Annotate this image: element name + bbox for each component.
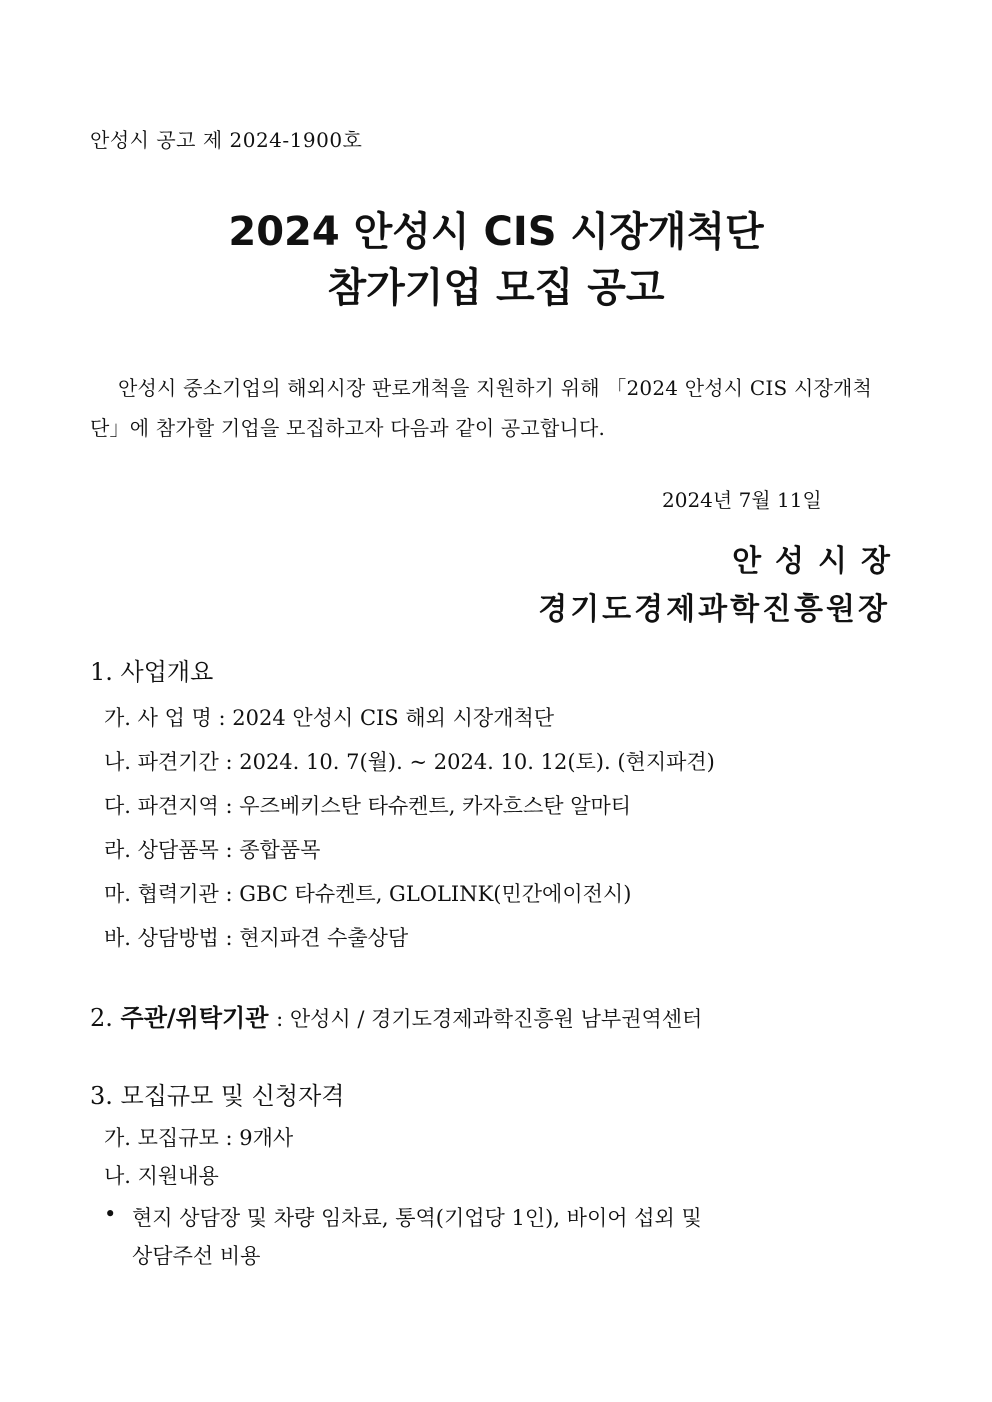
item-value: 종합품목	[239, 838, 321, 862]
item-label: 마. 협력기관 :	[104, 882, 233, 906]
signatory-institute: 경기도경제과학진흥원장	[538, 592, 890, 627]
section1-item-project-name	[104, 702, 554, 732]
item-value: 우즈베키스탄 타슈켄트, 카자흐스탄 알마티	[239, 794, 632, 818]
item-label: 나. 파견기간 :	[104, 750, 233, 774]
section2-value: : 안성시 / 경기도경제과학진흥원 남부권역센터	[276, 1007, 703, 1031]
section2-number: 2.	[90, 1004, 113, 1032]
section1-item-partners	[104, 878, 631, 908]
intro-paragraph: 안성시 중소기업의 해외시장 판로개척을 지원하기 위해 「2024 안성시 CIS 시장개척단」에 참가할 기업을 모집하고자 다음과 같이 공고합니다.	[90, 376, 873, 440]
item-label: 라. 상담품목 :	[104, 838, 233, 862]
item-label: 바. 상담방법 :	[104, 926, 233, 950]
section3-item-support: 나. 지원내용	[104, 1164, 219, 1188]
signatory-mayor: 안성시장	[732, 544, 904, 579]
item-value: 2024 안성시 CIS 해외 시장개척단	[232, 706, 555, 730]
item-value: 2024. 10. 7(월). ~ 2024. 10. 12(토). (현지파견)	[239, 750, 715, 774]
section1-item-region	[104, 790, 631, 820]
section2-title: 주관/위탁기관	[120, 1004, 269, 1032]
section1-heading: 1. 사업개요	[90, 658, 214, 686]
item-label: 다. 파견지역 :	[104, 794, 233, 818]
support-bullet-line1: 현지 상담장 및 차량 임차료, 통역(기업당 1인), 바이어 섭외 및	[132, 1206, 702, 1230]
section3-heading: 3. 모집규모 및 신청자격	[90, 1082, 345, 1110]
support-bullet-icon: •	[104, 1202, 117, 1226]
announcement-date: 2024년 7월 11일	[662, 488, 822, 512]
document-title-line2: 참가기업 모집 공고	[327, 265, 665, 311]
section1-item-method	[104, 922, 408, 952]
support-bullet-line2: 상담주선 비용	[132, 1244, 261, 1268]
section1-item-period	[104, 746, 715, 776]
notice-number: 안성시 공고 제 2024-1900호	[90, 128, 363, 152]
item-value: 현지파견 수출상담	[239, 926, 409, 950]
section3-item-scale: 가. 모집규모 : 9개사	[104, 1126, 294, 1150]
document-title-line1: 2024 안성시 CIS 시장개척단	[228, 209, 764, 255]
item-value: GBC 타슈켄트, GLOLINK(민간에이전시)	[239, 882, 632, 906]
section1-item-products	[104, 834, 320, 864]
item-label: 가. 사 업 명 :	[104, 706, 226, 730]
section2-heading	[90, 998, 702, 1033]
